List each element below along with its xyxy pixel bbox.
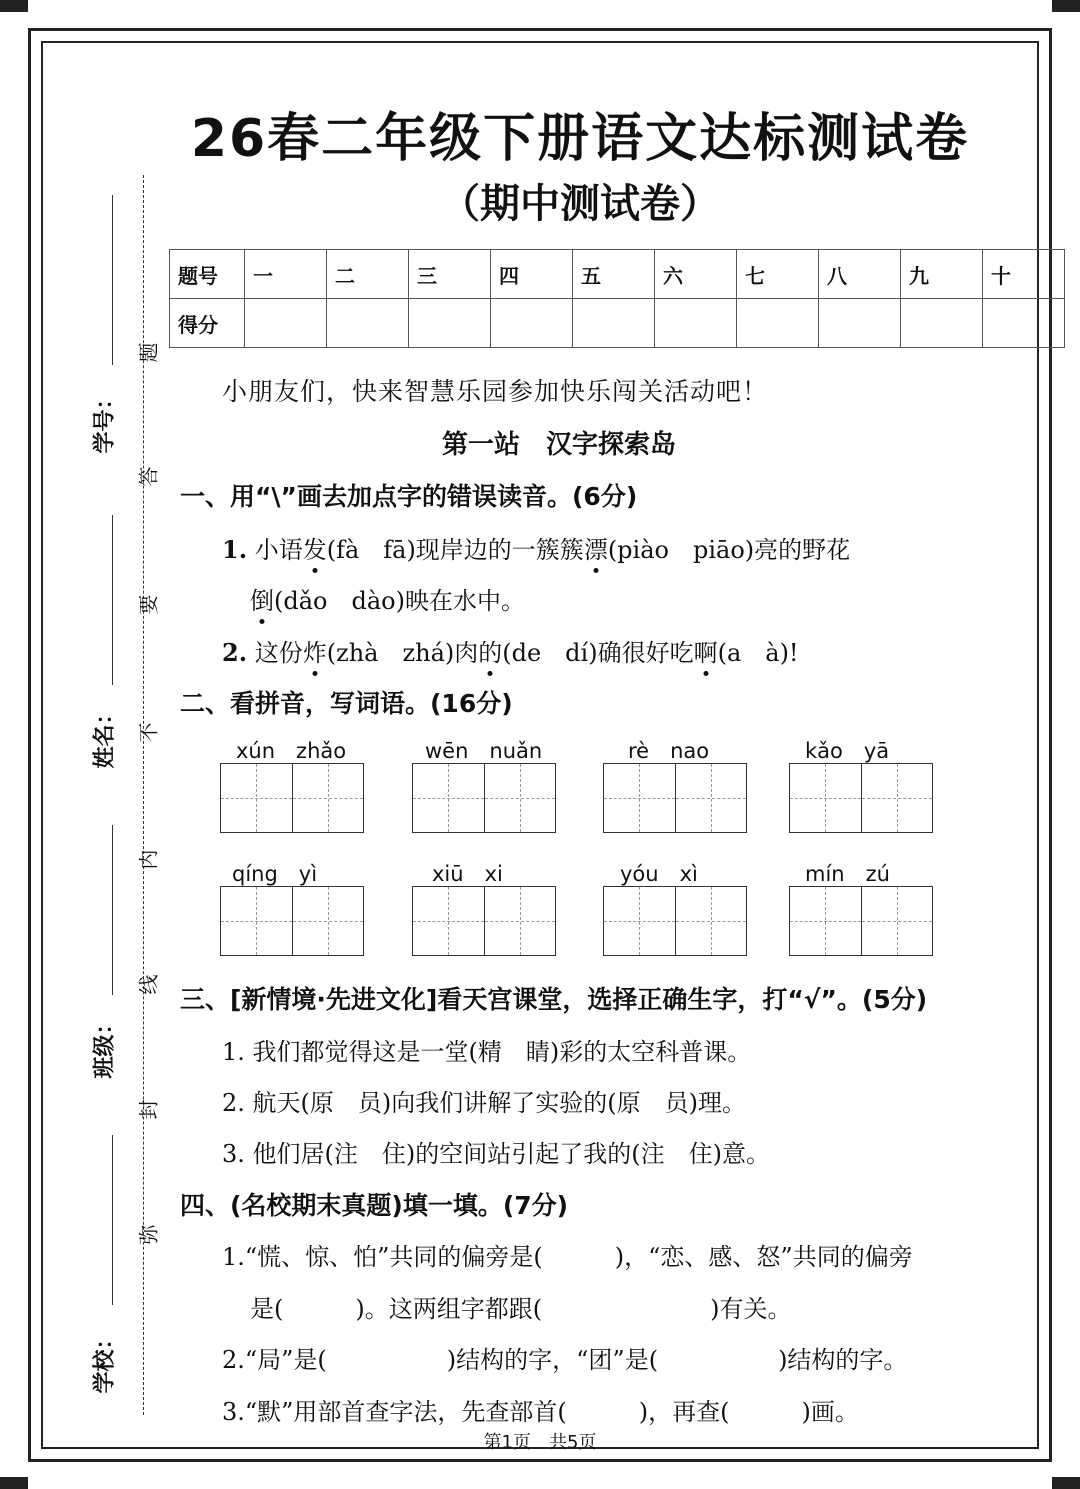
page-title: 26春二年级下册语文达标测试卷 bbox=[190, 109, 970, 169]
seal-char: 要 bbox=[136, 594, 161, 615]
table-header-cell: 二 bbox=[327, 250, 409, 299]
pinyin-label: qíng yì bbox=[232, 862, 318, 886]
pinyin-label: mín zú bbox=[805, 862, 890, 886]
text: (piào piāo)亮的野花 bbox=[607, 536, 851, 564]
score-cell[interactable] bbox=[573, 299, 655, 348]
pinyin-label: kǎo yā bbox=[805, 739, 890, 763]
q4-heading: 四、(名校期末真题)填一填。(7分) bbox=[180, 1191, 569, 1220]
q3-item: 2. 航天(原 员)向我们讲解了实验的(原 员)理。 bbox=[222, 1089, 746, 1117]
dotted-char: 倒 bbox=[250, 587, 274, 615]
name-line bbox=[112, 195, 113, 365]
text: (dǎo dào)映在水中。 bbox=[274, 587, 525, 615]
q3-heading: 三、[新情境·先进文化]看天宫课堂，选择正确生字，打“√”。(5分) bbox=[180, 985, 928, 1014]
table-header-cell: 九 bbox=[901, 250, 983, 299]
score-cell[interactable] bbox=[491, 299, 573, 348]
name-line bbox=[112, 1135, 113, 1305]
dotted-char: 啊 bbox=[693, 639, 718, 667]
q1-item-1-cont bbox=[250, 581, 525, 616]
q1-heading: 一、用“\”画去加点字的错误读音。(6分) bbox=[180, 482, 638, 511]
q4-item: 3.“默”用部首查字法，先查部首( )，再查( )画。 bbox=[222, 1398, 859, 1426]
table-header-cell: 七 bbox=[737, 250, 819, 299]
page-footer: 第1页 共5页 bbox=[483, 1432, 597, 1453]
table-header-cell: 四 bbox=[491, 250, 573, 299]
q3-item: 3. 他们居(注 住)的空间站引起了我的(注 住)意。 bbox=[222, 1140, 770, 1168]
writing-grid[interactable] bbox=[412, 886, 556, 956]
table-row bbox=[170, 299, 1065, 348]
writing-grid[interactable] bbox=[220, 886, 364, 956]
seal-char: 线 bbox=[136, 974, 161, 995]
writing-grid[interactable] bbox=[603, 763, 747, 833]
school-label: 学校： bbox=[92, 1327, 118, 1394]
q4-item: 2.“局”是( )结构的字，“团”是( )结构的字。 bbox=[222, 1346, 908, 1374]
writing-grid[interactable] bbox=[603, 886, 747, 956]
text: (de dí)确很好吃 bbox=[502, 639, 694, 667]
score-cell[interactable] bbox=[737, 299, 819, 348]
writing-grid[interactable] bbox=[220, 763, 364, 833]
pinyin-label: yóu xì bbox=[620, 862, 698, 886]
table-header-cell: 三 bbox=[409, 250, 491, 299]
seal-char: 题 bbox=[136, 342, 161, 363]
corner-mark bbox=[1052, 0, 1080, 12]
student-name-label: 姓名： bbox=[92, 702, 118, 769]
table-header-cell: 得分 bbox=[170, 299, 245, 348]
score-cell[interactable] bbox=[327, 299, 409, 348]
pinyin-label: wēn nuǎn bbox=[425, 739, 543, 763]
dotted-char: 的 bbox=[478, 639, 503, 667]
station-title: 第一站 汉字探索岛 bbox=[442, 430, 677, 460]
dotted-char: 炸 bbox=[302, 639, 327, 667]
table-header-cell: 五 bbox=[573, 250, 655, 299]
table-row bbox=[170, 250, 1065, 299]
dotted-char: 漂 bbox=[583, 536, 608, 564]
text: 这份 bbox=[254, 639, 303, 667]
corner-mark bbox=[1052, 1477, 1080, 1489]
corner-mark bbox=[0, 0, 28, 12]
q4-item: 是( )。这两组字都跟( )有关。 bbox=[250, 1295, 792, 1323]
score-cell[interactable] bbox=[655, 299, 737, 348]
q2-heading: 二、看拼音，写词语。(16分) bbox=[180, 689, 513, 718]
text: (zhà zhá)肉 bbox=[326, 639, 479, 667]
table-header-cell: 六 bbox=[655, 250, 737, 299]
intro-text: 小朋友们，快来智慧乐园参加快乐闯关活动吧！ bbox=[222, 377, 769, 406]
writing-grid[interactable] bbox=[789, 763, 933, 833]
score-cell[interactable] bbox=[819, 299, 901, 348]
class-label: 班级： bbox=[92, 1012, 118, 1079]
pinyin-label: rè nao bbox=[628, 739, 710, 763]
writing-grid[interactable] bbox=[789, 886, 933, 956]
pinyin-label: xiū xi bbox=[432, 862, 503, 886]
score-cell[interactable] bbox=[983, 299, 1065, 348]
seal-char: 答 bbox=[136, 466, 161, 487]
seal-char: 封 bbox=[136, 1099, 161, 1120]
item-number: 1. bbox=[222, 535, 248, 564]
q1-item-1 bbox=[222, 530, 850, 565]
corner-mark bbox=[0, 1477, 28, 1489]
name-line bbox=[112, 515, 113, 685]
seal-char: 内 bbox=[136, 849, 161, 870]
seal-char: 弥 bbox=[136, 1224, 161, 1245]
text: (fà fā)现岸边的一簇簇 bbox=[326, 536, 584, 564]
score-cell[interactable] bbox=[901, 299, 983, 348]
seal-char: 不 bbox=[136, 722, 161, 743]
q3-item: 1. 我们都觉得这是一堂(精 睛)彩的太空科普课。 bbox=[222, 1038, 752, 1066]
table-header-cell: 八 bbox=[819, 250, 901, 299]
writing-grid[interactable] bbox=[412, 763, 556, 833]
student-id-label: 学号： bbox=[92, 387, 118, 454]
item-number: 2. bbox=[222, 638, 248, 667]
text: (a à)! bbox=[717, 639, 799, 667]
page-subtitle: （期中测试卷） bbox=[440, 181, 720, 227]
score-cell[interactable] bbox=[245, 299, 327, 348]
score-table bbox=[169, 249, 1065, 348]
q4-item: 1.“慌、惊、怕”共同的偏旁是( )，“恋、感、怒”共同的偏旁 bbox=[222, 1243, 913, 1271]
pinyin-label: xún zhǎo bbox=[236, 739, 347, 763]
text: 小语 bbox=[254, 536, 303, 564]
table-header-cell: 十 bbox=[983, 250, 1065, 299]
dotted-char: 发 bbox=[302, 536, 327, 564]
table-header-cell: 题号 bbox=[170, 250, 245, 299]
table-header-cell: 一 bbox=[245, 250, 327, 299]
score-cell[interactable] bbox=[409, 299, 491, 348]
q1-item-2 bbox=[222, 633, 799, 668]
name-line bbox=[112, 825, 113, 995]
